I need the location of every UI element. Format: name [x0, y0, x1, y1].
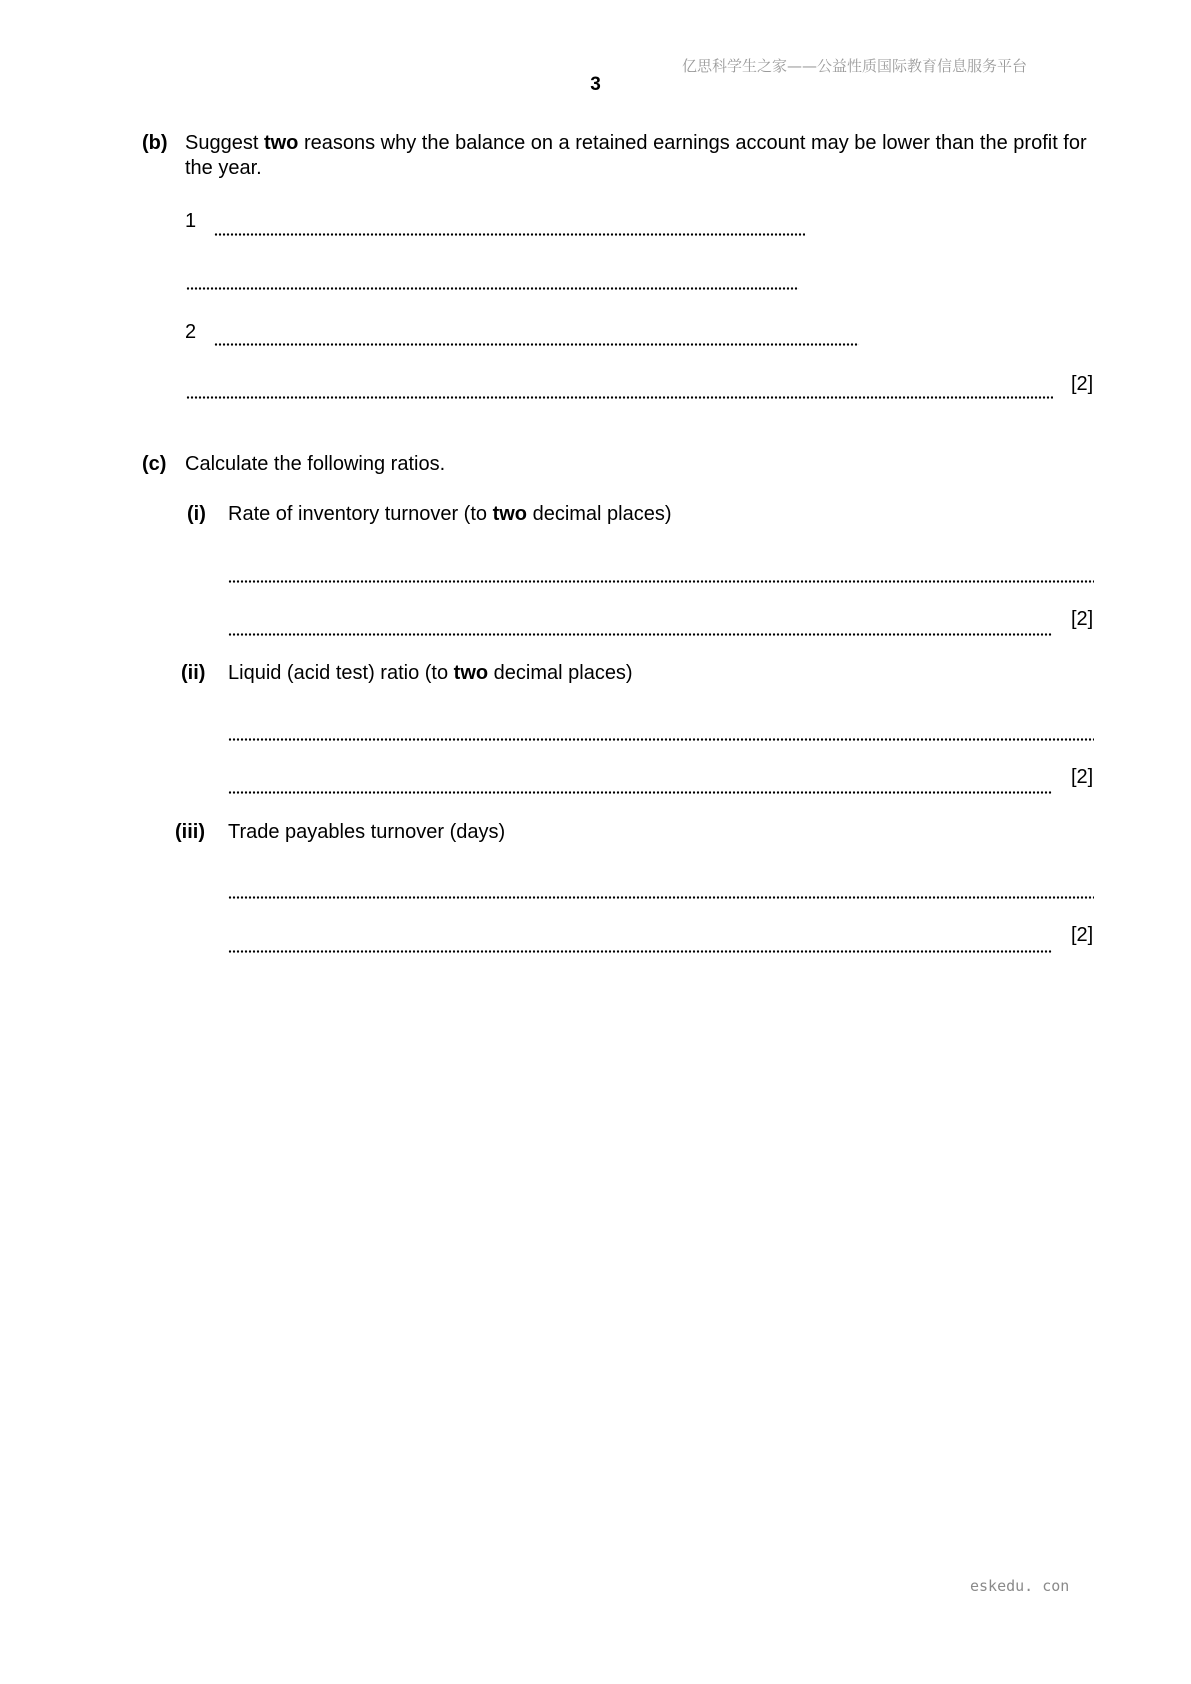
part-c-iii-answer-line-2[interactable] — [228, 950, 1052, 953]
part-c-i-text-after: decimal places) — [527, 503, 672, 525]
page-number: 3 — [590, 74, 601, 95]
part-c-i-question — [228, 502, 672, 527]
part-b-marks: [2] — [1071, 373, 1094, 395]
part-c-ii-question — [228, 661, 633, 686]
part-b-answer-line-1b[interactable] — [186, 287, 799, 290]
part-b-text-bold: two — [263, 132, 299, 154]
part-b-answer-number-2: 2 — [185, 321, 197, 343]
part-c-i-marks: [2] — [1071, 608, 1094, 630]
part-c-i-answer-line-1[interactable] — [228, 580, 1094, 583]
part-c-iii-marks: [2] — [1071, 924, 1094, 946]
part-b-label: (b) — [142, 132, 168, 154]
part-c-ii-marks: [2] — [1071, 766, 1094, 788]
part-c-iii-question: Trade payables turnover (days) — [228, 821, 506, 843]
part-c-ii-text-after: decimal places) — [488, 662, 633, 684]
part-b-answer-line-1a[interactable] — [214, 233, 805, 236]
part-c-ii-text-bold: two — [453, 662, 489, 684]
footer-site: eskedu. con — [970, 1577, 1070, 1595]
part-c-ii-answer-line-2[interactable] — [228, 791, 1052, 794]
part-c-i-text-bold: two — [492, 503, 528, 525]
part-b-answer-line-2a[interactable] — [214, 343, 859, 346]
part-c-i-label: (i) — [187, 503, 206, 525]
part-b-text-before: Suggest — [185, 132, 264, 154]
part-c-iii-label: (iii) — [175, 821, 205, 843]
header-watermark: 亿思科学生之家——公益性质国际教育信息服务平台 — [682, 57, 1028, 75]
part-c-i-text-before: Rate of inventory turnover (to — [228, 503, 493, 525]
part-c-i-answer-line-2[interactable] — [228, 633, 1052, 636]
part-b-text-after: reasons why the balance on a retained earnings account may be lower than the profit for the year. — [185, 132, 1087, 179]
part-c-ii-text-before: Liquid (acid test) ratio (to — [228, 662, 454, 684]
part-b-question — [185, 131, 1100, 181]
part-c-ii-answer-line-1[interactable] — [228, 738, 1094, 741]
part-c-question: Calculate the following ratios. — [185, 453, 446, 475]
part-b-answer-line-2b[interactable] — [186, 396, 1053, 399]
part-b-answer-number-1: 1 — [185, 210, 197, 232]
part-c-iii-answer-line-1[interactable] — [228, 896, 1094, 899]
part-c-ii-label: (ii) — [181, 662, 206, 684]
part-c-label: (c) — [142, 453, 167, 475]
